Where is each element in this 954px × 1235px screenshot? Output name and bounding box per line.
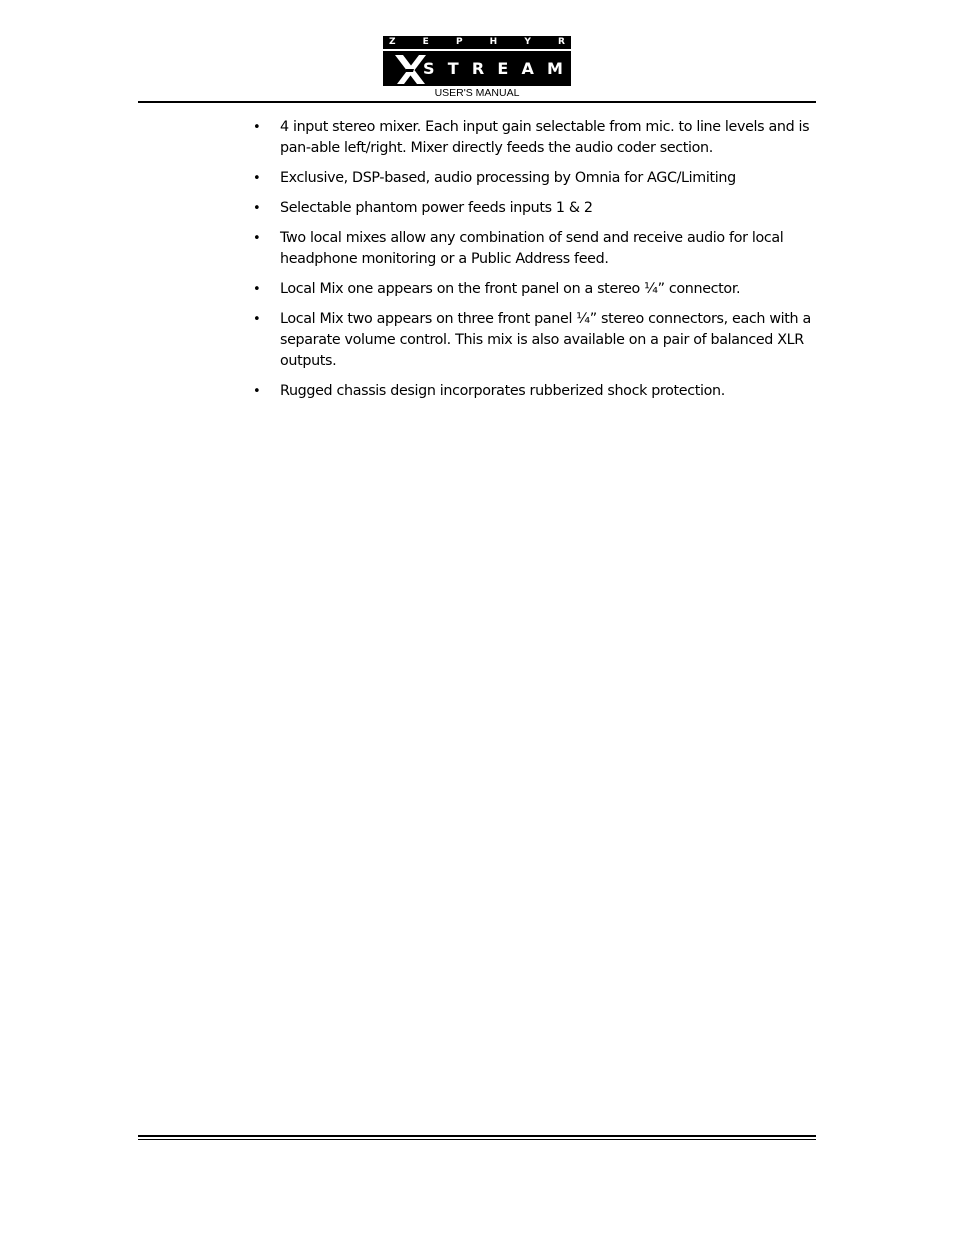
list-item — [253, 168, 818, 189]
bullet-icon: • — [253, 171, 261, 186]
list-item — [253, 228, 818, 270]
list-item — [253, 117, 818, 159]
logo-letter: H — [489, 37, 498, 47]
page-header — [0, 0, 954, 103]
footer-divider-thin — [138, 1139, 816, 1140]
list-item-text: Two local mixes allow any combination of send and receive audio for local headphone monitoring or a Public Address feed. — [280, 230, 784, 267]
logo-letter: T — [447, 59, 459, 78]
logo-letter: A — [521, 59, 534, 78]
logo-bottom-row — [383, 51, 571, 86]
logo-letter: R — [471, 59, 485, 78]
logo-top-row — [383, 36, 571, 49]
list-item — [253, 381, 818, 402]
bullet-icon: • — [253, 231, 261, 246]
header-divider — [138, 101, 816, 103]
logo-letter: P — [455, 37, 463, 47]
bullet-icon: • — [253, 312, 261, 327]
list-item — [253, 309, 818, 372]
list-item-text: 4 input stereo mixer. Each input gain selectable from mic. to line levels and is pan-able left/right. Mixer directly feeds the audio coder section. — [280, 119, 810, 156]
list-item — [253, 279, 818, 300]
manual-label: USER'S MANUAL — [434, 87, 520, 99]
logo-letter: E — [422, 37, 429, 47]
list-item-text: Local Mix two appears on three front panel ¼” stereo connectors, each with a separate volume control. This mix is also available on a pair of balanced XLR outputs. — [280, 311, 811, 369]
logo-letter: E — [497, 59, 509, 78]
logo-letter: Z — [389, 37, 396, 47]
logo-wordmark — [423, 60, 563, 78]
logo-x-mark-icon — [393, 53, 427, 86]
bullet-icon: • — [253, 201, 261, 216]
bullet-icon: • — [253, 384, 261, 399]
bullet-icon: • — [253, 282, 261, 297]
feature-list — [253, 117, 818, 402]
list-item-text: Exclusive, DSP-based, audio processing by Omnia for AGC/Limiting — [280, 170, 736, 186]
logo-letter: M — [547, 59, 563, 78]
list-item-text: Local Mix one appears on the front panel on a stereo ¼” connector. — [280, 281, 741, 297]
list-item — [253, 198, 818, 219]
logo-letter: R — [558, 37, 565, 47]
list-item-text: Rugged chassis design incorporates rubberized shock protection. — [280, 383, 725, 399]
zephyr-xstream-logo — [383, 36, 571, 86]
bullet-icon: • — [253, 120, 261, 135]
logo-letter: Y — [524, 37, 531, 47]
list-item-text: Selectable phantom power feeds inputs 1 & 2 — [280, 200, 593, 216]
page-body — [253, 117, 818, 411]
logo-letter: S — [423, 59, 435, 78]
footer-divider-thick — [138, 1135, 816, 1137]
